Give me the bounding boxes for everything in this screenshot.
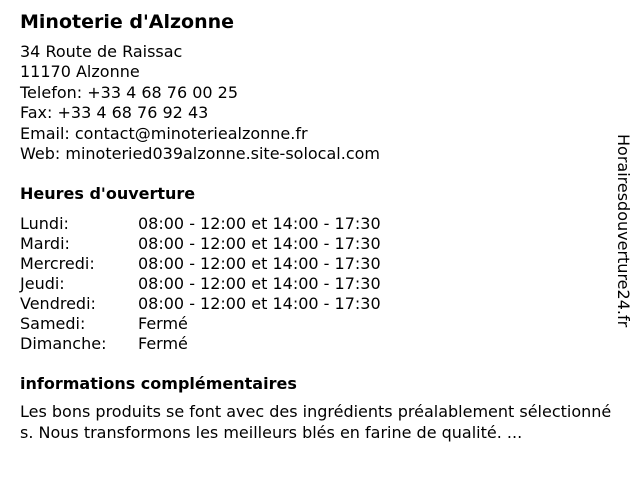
- web-line: Web: minoteried039alzonne.site-solocal.com: [20, 144, 380, 164]
- hours-day: Vendredi:: [20, 294, 96, 314]
- hours-day: Dimanche:: [20, 334, 107, 354]
- hours-heading: Heures d'ouverture: [20, 184, 196, 204]
- hours-time: Fermé: [138, 314, 188, 334]
- hours-time: 08:00 - 12:00 et 14:00 - 17:30: [138, 214, 381, 234]
- hours-time: 08:00 - 12:00 et 14:00 - 17:30: [138, 294, 381, 314]
- address-city: 11170 Alzonne: [20, 62, 140, 82]
- hours-row-tuesday: [20, 234, 616, 254]
- email-line: Email: contact@minoteriealzonne.fr: [20, 123, 308, 143]
- business-card: [20, 10, 616, 459]
- hours-day: Jeudi:: [20, 274, 65, 294]
- hours-row-thursday: [20, 274, 616, 294]
- hours-time: Fermé: [138, 334, 188, 354]
- hours-row-sunday: [20, 334, 616, 354]
- hours-row-monday: [20, 214, 616, 234]
- business-name: Minoterie d'Alzonne: [20, 11, 235, 33]
- hours-row-friday: [20, 294, 616, 314]
- hours-day: Mercredi:: [20, 254, 95, 274]
- info-description: Les bons produits se font avec des ingrédients préalablement sélectionnés. Nous transformons les meilleurs blés en farine de qualité. ...: [20, 402, 612, 442]
- fax-line: Fax: +33 4 68 76 92 43: [20, 103, 209, 123]
- site-watermark: Horairesdouverture24.fr: [614, 134, 633, 328]
- hours-day: Lundi:: [20, 214, 69, 234]
- contact-details: [20, 42, 616, 164]
- address-street: 34 Route de Raissac: [20, 42, 183, 61]
- hours-time: 08:00 - 12:00 et 14:00 - 17:30: [138, 274, 381, 294]
- hours-day: Mardi:: [20, 234, 70, 254]
- hours-time: 08:00 - 12:00 et 14:00 - 17:30: [138, 254, 381, 274]
- hours-time: 08:00 - 12:00 et 14:00 - 17:30: [138, 234, 381, 254]
- info-heading: informations complémentaires: [20, 374, 297, 394]
- hours-row-saturday: [20, 314, 616, 334]
- phone-line: Telefon: +33 4 68 76 00 25: [20, 82, 239, 102]
- hours-row-wednesday: [20, 254, 616, 274]
- opening-hours-table: [20, 214, 616, 354]
- hours-day: Samedi:: [20, 314, 86, 334]
